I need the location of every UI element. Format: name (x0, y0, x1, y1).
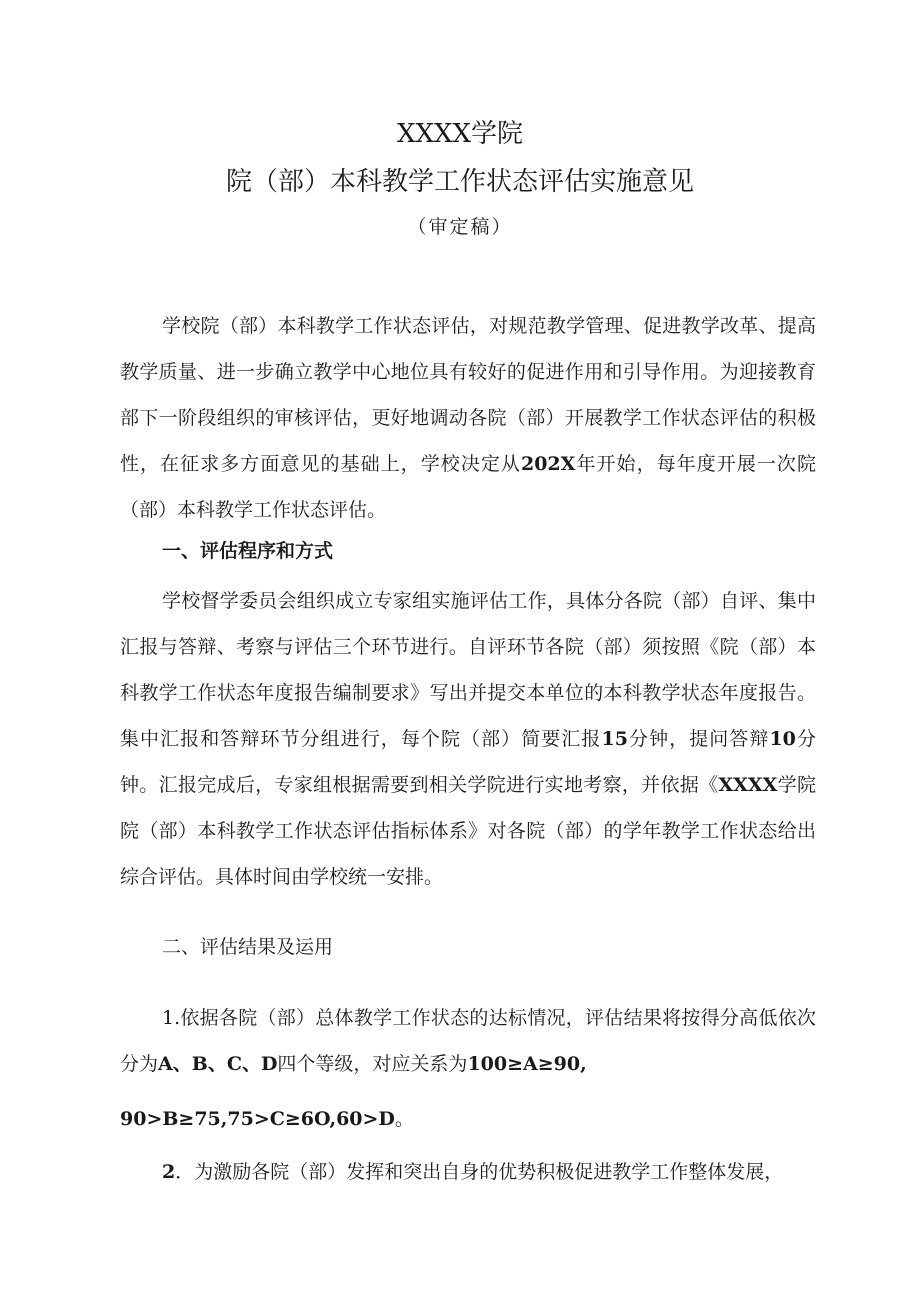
grade-range-line (120, 1105, 414, 1133)
grade-range-2: 90>B≥75,75>C≥6O,60>D (120, 1108, 395, 1130)
start-year: 202X (520, 453, 576, 475)
procedure-text-part3: 分钟。汇报完成后，专家组根据需要到相关学院进行实地考察，并依据《 (120, 728, 816, 796)
section-heading-results: 二、评估结果及运用 (162, 936, 334, 958)
item1-text-part1: 依据各院（部）总体教学工作状态的达标情况，评估结果将按得分高低依次分为 (120, 1007, 816, 1075)
section-heading-procedure: 一、评估程序和方式 (162, 540, 334, 562)
grade-list: A、B、C、D (158, 1053, 278, 1075)
report-minutes: 15 (601, 728, 628, 750)
document-title: 院（部）本科教学工作状态评估实施意见 (225, 167, 694, 197)
procedure-paragraph (120, 578, 816, 900)
item2-text: ．为激励各院（部）发挥和突出自身的优势积极促进教学工作整体发展， (175, 1161, 784, 1183)
grade-range-end: 。 (394, 1108, 414, 1130)
school-placeholder: XXXX (718, 774, 778, 796)
grade-range-1: 100≥A≥90, (467, 1053, 587, 1075)
results-item-1 (120, 995, 816, 1087)
intro-paragraph (120, 303, 816, 533)
item1-text-part2: 四个等级，对应关系为 (277, 1053, 468, 1075)
procedure-text-part1: 学校督学委员会组织成立专家组实施评估工作，具体分各院（部）自评、集中汇报与答辩、考察与评估三个环节进行。自评环节各院（部）须按照《院（部）本科教学工作状态年度报告编制要求》写出并提交本单位的本科教学状态年度报告。集中汇报和答辩环节分组进行，每个院（部）简要汇报 (120, 590, 816, 750)
intro-text-part1: 学校院（部）本科教学工作状态评估，对规范教学管理、促进教学改革、提高教学质量、进一步确立教学中心地位具有较好的促进作用和引导作用。为迎接教育部下一阶段组织的审核评估，更好地调动各院（部）开展教学工作状态评估的积极性，在征求多方面意见的基础上，学校决定从 (120, 315, 816, 475)
item2-number: 2 (162, 1161, 176, 1183)
procedure-text-part2: 分钟，提问答辩 (627, 728, 770, 750)
qa-minutes: 10 (769, 728, 796, 750)
document-subtitle: （审定稿） (407, 216, 513, 238)
school-name-heading: XXXX学院 (396, 119, 524, 149)
results-item-2 (162, 1158, 783, 1186)
intro-text-part2: 年开始，每年度开展一次院（部）本科教学工作状态评估。 (120, 453, 816, 521)
procedure-text-part4: 学院院（部）本科教学工作状态评估指标体系》对各院（部）的学年教学工作状态给出综合评估。具体时间由学校统一安排。 (120, 774, 816, 888)
item1-number: 1. (162, 1007, 181, 1029)
